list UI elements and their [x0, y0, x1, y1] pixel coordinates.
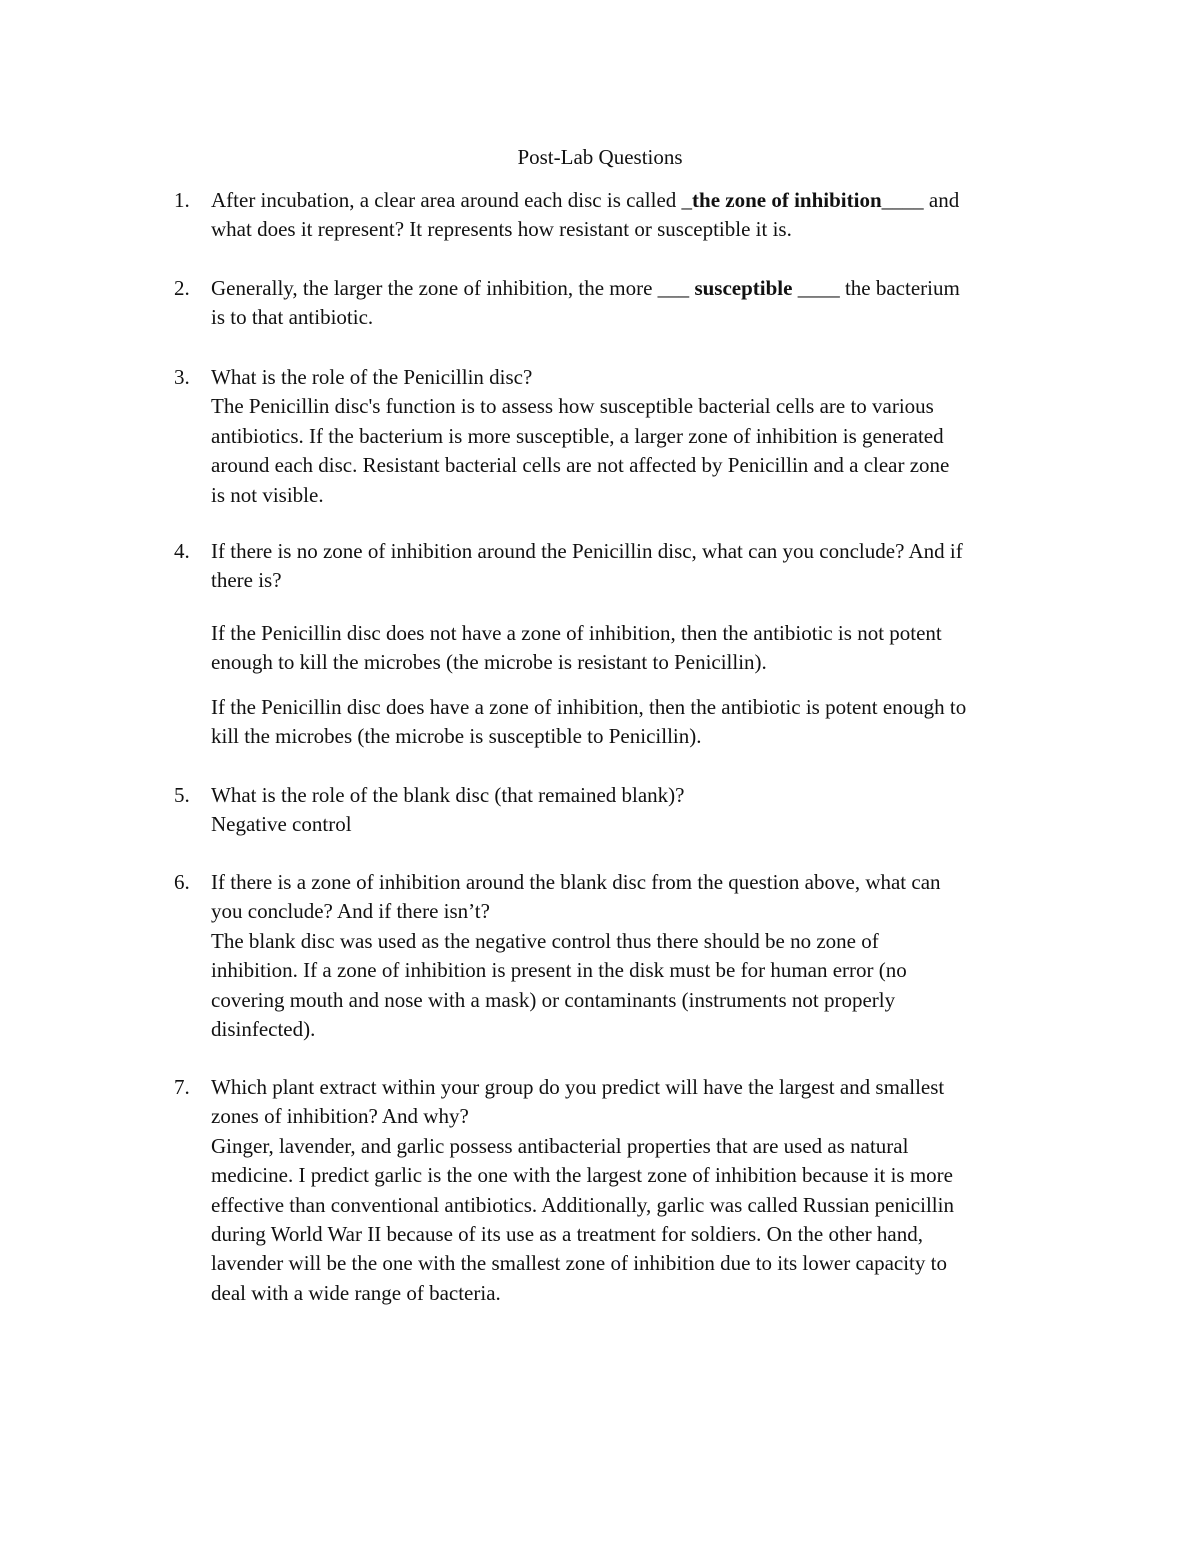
answer-text: If the Penicillin disc does not have a zone of inhibition, then the antibiotic is not potent	[211, 620, 942, 645]
question-text: If there is no zone of inhibition around the Penicillin disc, what can you conclude? And if	[211, 539, 963, 563]
page-title: Post-Lab Questions	[517, 145, 683, 169]
question-text: there is?	[211, 568, 282, 593]
question-text: Which plant extract within your group do you predict will have the largest and smallest	[211, 1075, 945, 1099]
question-text: you conclude? And if there isn’t?	[211, 899, 490, 924]
question-body	[211, 186, 1061, 245]
question-number: 6.	[174, 870, 190, 894]
answer-blank: susceptible	[694, 276, 793, 300]
answer-text: lavender will be the one with the smallest zone of inhibition due to its lower capacity to	[211, 1251, 947, 1276]
answer-text: deal with a wide range of bacteria.	[211, 1280, 501, 1305]
question-text: ____ and	[881, 188, 960, 212]
answer-text: kill the microbes (the microbe is susceptible to Penicillin).	[211, 724, 702, 749]
question-text: zones of inhibition? And why?	[211, 1104, 469, 1129]
answer-text: medicine. I predict garlic is the one with the largest zone of inhibition because it is more	[211, 1163, 953, 1188]
answer-text: enough to kill the microbes (the microbe is resistant to Penicillin).	[211, 650, 767, 675]
answer-text: covering mouth and nose with a mask) or contaminants (instruments not properly	[211, 987, 896, 1012]
question-number: 7.	[174, 1075, 190, 1099]
spacer	[211, 596, 1061, 619]
answer-text: disinfected).	[211, 1017, 316, 1042]
question-body	[211, 781, 1061, 840]
answer-text: Negative control	[211, 812, 352, 837]
answer-text: The blank disc was used as the negative control thus there should be no zone of	[211, 928, 879, 953]
question-text: Generally, the larger the zone of inhibition, the more ___	[211, 276, 695, 300]
question-text: is to that antibiotic.	[211, 305, 374, 330]
answer-text: around each disc. Resistant bacterial cells are not affected by Penicillin and a clear zone	[211, 453, 950, 478]
question-text-line	[211, 186, 1061, 215]
answer-text: what does it represent? It represents how resistant or susceptible it is.	[211, 217, 792, 242]
question-number: 2.	[174, 276, 190, 300]
answer-text: Ginger, lavender, and garlic possess antibacterial properties that are used as natural	[211, 1133, 909, 1158]
answer-text: is not visible.	[211, 482, 324, 507]
question-text-line	[211, 274, 1061, 303]
question-number: 5.	[174, 783, 190, 807]
answer-text: The Penicillin disc's function is to assess how susceptible bacterial cells are to various	[211, 394, 934, 419]
question-number: 4.	[174, 539, 190, 563]
answer-text: effective than conventional antibiotics. Additionally, garlic was called Russian penicillin	[211, 1192, 954, 1217]
answer-text: during World War II because of its use as a treatment for soldiers. On the other hand,	[211, 1222, 923, 1247]
question-text: What is the role of the blank disc (that remained blank)?	[211, 783, 685, 807]
question-text: After incubation, a clear area around each disc is called _	[211, 188, 693, 212]
question-body	[211, 1073, 1061, 1308]
question-number: 3.	[174, 365, 190, 389]
question-body	[211, 868, 1061, 1044]
question-body	[211, 537, 1061, 751]
question-body	[211, 274, 1061, 333]
answer-text: inhibition. If a zone of inhibition is present in the disk must be for human error (no	[211, 958, 907, 983]
answer-text: If the Penicillin disc does have a zone of inhibition, then the antibiotic is potent enough to	[211, 694, 967, 719]
question-text: What is the role of the Penicillin disc?	[211, 365, 533, 389]
question-text: If there is a zone of inhibition around the blank disc from the question above, what can	[211, 870, 941, 894]
question-number: 1.	[174, 188, 190, 212]
spacer	[211, 678, 1061, 693]
question-body	[211, 363, 1061, 510]
answer-text: antibiotics. If the bacterium is more susceptible, a larger zone of inhibition is generated	[211, 423, 944, 448]
answer-blank: the zone of inhibition	[692, 188, 882, 212]
question-text: ____ the bacterium	[792, 276, 960, 300]
